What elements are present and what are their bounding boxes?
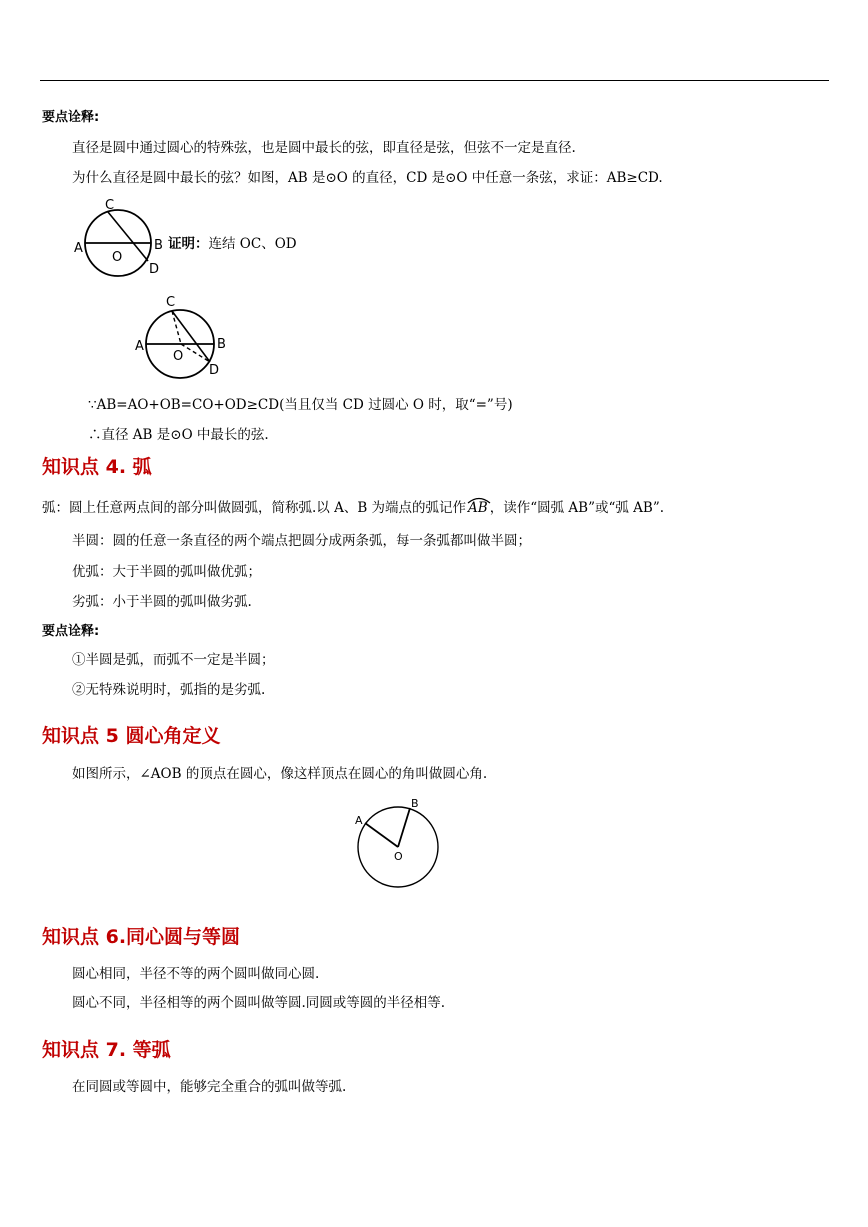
note-item: ②无特殊说明时，弧指的是劣弧. [72, 682, 266, 698]
figure-proof [132, 292, 237, 382]
label-a: A [135, 339, 144, 354]
label-a: A [74, 241, 83, 256]
label-c: C [166, 295, 176, 310]
paragraph: 圆心不同，半径相等的两个圆叫做等圆.同圆或等圆的半径相等. [72, 995, 446, 1011]
proof-text: 连结 OC、OD [208, 236, 297, 252]
paragraph: 如图所示，∠AOB 的顶点在圆心，像这样顶点在圆心的角叫做圆心角. [72, 766, 488, 782]
header-rule [40, 80, 829, 81]
arc-def-text: 弧：圆上任意两点间的部分叫做圆弧，简称弧.以 A、B 为端点的弧记作 [42, 500, 467, 516]
note-item: ①半圆是弧，而弧不一定是半圆； [72, 652, 275, 668]
label-a: A [355, 814, 363, 827]
arc-mark-icon [466, 494, 492, 504]
notes-label: 要点诠释: [42, 624, 100, 639]
arc-definition [42, 496, 664, 516]
figure-central-angle [350, 793, 450, 893]
paragraph: 圆心相同，半径不等的两个圆叫做同心圆. [72, 966, 320, 982]
section-heading: 知识点 4. 弧 [42, 456, 152, 478]
radius-oa [365, 823, 398, 847]
paragraph: 为什么直径是圆中最长的弦？如图，AB 是⊙O 的直径，CD 是⊙O 中任意一条弦，求证：AB≥CD. [72, 170, 663, 186]
proof-line [168, 232, 297, 252]
paragraph: 半圆：圆的任意一条直径的两个端点把圆分成两条弧，每一条弧都叫做半圆； [72, 533, 531, 549]
notes-label: 要点诠释: [42, 110, 100, 125]
label-d: D [209, 363, 220, 378]
label-o: O [173, 349, 184, 364]
label-o: O [394, 850, 403, 863]
paragraph: 优弧：大于半圆的弧叫做优弧； [72, 564, 261, 580]
section-heading: 知识点 7. 等弧 [42, 1039, 171, 1061]
arc-symbol: AB [468, 500, 488, 516]
segment-od [181, 344, 210, 362]
arc-def-reading: ，读作“圆弧 AB”或“弧 AB”. [489, 500, 665, 516]
label-c: C [105, 198, 115, 213]
because-line: ∵AB=AO+OB=CO+OD≥CD(当且仅当 CD 过圆心 O 时，取“=”号) [88, 397, 513, 413]
label-o: O [112, 250, 123, 265]
label-d: D [149, 262, 160, 277]
radius-ob [398, 808, 410, 847]
paragraph: 在同圆或等圆中，能够完全重合的弧叫做等弧. [72, 1079, 347, 1095]
paragraph: 劣弧：小于半圆的弧叫做劣弧. [72, 594, 252, 610]
arc-notation [466, 500, 490, 516]
label-b: B [154, 238, 163, 253]
section-heading: 知识点 5 圆心角定义 [42, 725, 221, 747]
label-b: B [411, 797, 419, 810]
label-b: B [217, 337, 226, 352]
paragraph: 直径是圆中通过圆心的特殊弦，也是圆中最长的弦，即直径是弦，但弦不一定是直径. [72, 140, 576, 156]
section-heading: 知识点 6.同心圆与等圆 [42, 926, 241, 948]
figure-diameter-chord [70, 195, 170, 277]
therefore-line: ∴直径 AB 是⊙O 中最长的弦. [88, 427, 269, 443]
proof-label: 证明： [168, 236, 209, 252]
